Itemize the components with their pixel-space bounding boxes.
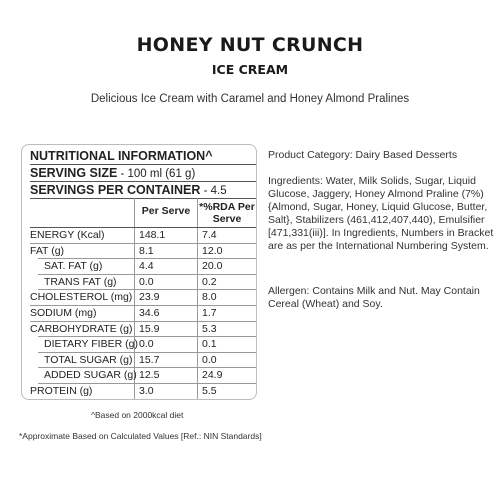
divider [30,227,256,228]
nutrient-rda: 5.3 [202,322,217,335]
divider [30,164,256,165]
serving-size [30,166,248,180]
allergen-text: Allergen: Contains Milk and Nut. May Contain Cereal (Wheat) and Soy. [268,285,480,310]
nutrient-per-serve: 148.1 [139,229,166,241]
nutrient-rda: 24.9 [202,369,223,382]
footnote-approximate: *Approximate Based on Calculated Values [Ref.: NIN Standards] [19,431,262,441]
nutrient-rda: 0.0 [202,353,217,366]
nutrient-rda: 1.7 [202,307,217,319]
row-divider [30,305,256,306]
nutrition-facts-panel [21,144,257,400]
nutrient-label: ENERGY (Kcal) [30,229,105,241]
divider [30,198,256,199]
nutrient-label: PROTEIN (g) [30,385,93,397]
nutrition-heading: NUTRITIONAL INFORMATION^ [30,149,213,163]
row-divider [38,383,256,384]
nutrient-per-serve: 0.0 [139,275,154,288]
serving-size-value: - 100 ml (61 g) [117,168,196,180]
nutrient-per-serve: 0.0 [139,338,154,351]
nutrient-per-serve: 4.4 [139,260,154,273]
nutrient-per-serve: 15.9 [139,322,160,335]
nutrient-per-serve: 3.0 [139,385,154,397]
row-divider [38,367,256,368]
nutrient-rda: 12.0 [202,244,223,257]
product-title: HONEY NUT CRUNCH [136,34,364,56]
divider [30,181,256,182]
row-divider [38,289,256,290]
nutrient-per-serve: 15.7 [139,353,160,366]
row-divider [30,321,256,322]
column-header-per-serve: Per Serve [141,205,191,217]
footnote-rda-basis: ^Based on 2000kcal diet [91,410,184,420]
nutrient-rda: 7.4 [202,229,217,241]
row-divider [38,274,256,275]
column-header-rda: *%RDA Per Serve [199,201,255,225]
nutrient-label: TOTAL SUGAR (g) [44,353,133,366]
nutrient-rda: 5.5 [202,385,217,397]
row-divider [30,243,256,244]
nutrient-per-serve: 8.1 [139,244,154,257]
nutrient-rda: 0.1 [202,338,217,351]
product-tagline: Delicious Ice Cream with Caramel and Honey Almond Pralines [90,93,410,105]
row-divider [38,352,256,353]
product-category: Product Category: Dairy Based Desserts [268,149,458,161]
column-divider [197,198,198,400]
nutrient-label: SODIUM (mg) [30,307,97,319]
servings-per-container [30,183,248,197]
product-subtitle: ICE CREAM [211,62,289,77]
nutrient-rda: 8.0 [202,291,217,304]
nutrient-per-serve: 12.5 [139,369,160,382]
nutrient-label: CHOLESTEROL (mg) [30,291,133,304]
nutrient-rda: 0.2 [202,275,217,288]
nutrient-per-serve: 23.9 [139,291,160,304]
nutrient-label: SAT. FAT (g) [44,260,103,273]
nutrient-per-serve: 34.6 [139,307,160,319]
row-divider [38,336,256,337]
nutrient-label: FAT (g) [30,244,65,257]
serving-size-label: SERVING SIZE [30,166,118,180]
nutrient-label: ADDED SUGAR (g) [44,369,137,382]
nutrient-label: DIETARY FIBER (g) [44,338,138,351]
servings-value: - 4.5 [200,185,227,197]
nutrient-rda: 20.0 [202,260,223,273]
ingredients-text: Ingredients: Water, Milk Solids, Sugar, Liquid Glucose, Jaggery, Honey Almond Praline (7%) {Almond, Sugar, Honey, Liquid Glucose, Butter, Salt}, Stabilizers (461,412,407,440), Emulsifier [471,331(iii)]. In Ingredients, Numbers in Bracket are as per the International Numbering System. [268,175,494,252]
nutrient-label: CARBOHYDRATE (g) [30,322,133,335]
nutrient-label: TRANS FAT (g) [44,275,117,288]
row-divider [38,258,256,259]
servings-label: SERVINGS PER CONTAINER [30,183,201,197]
